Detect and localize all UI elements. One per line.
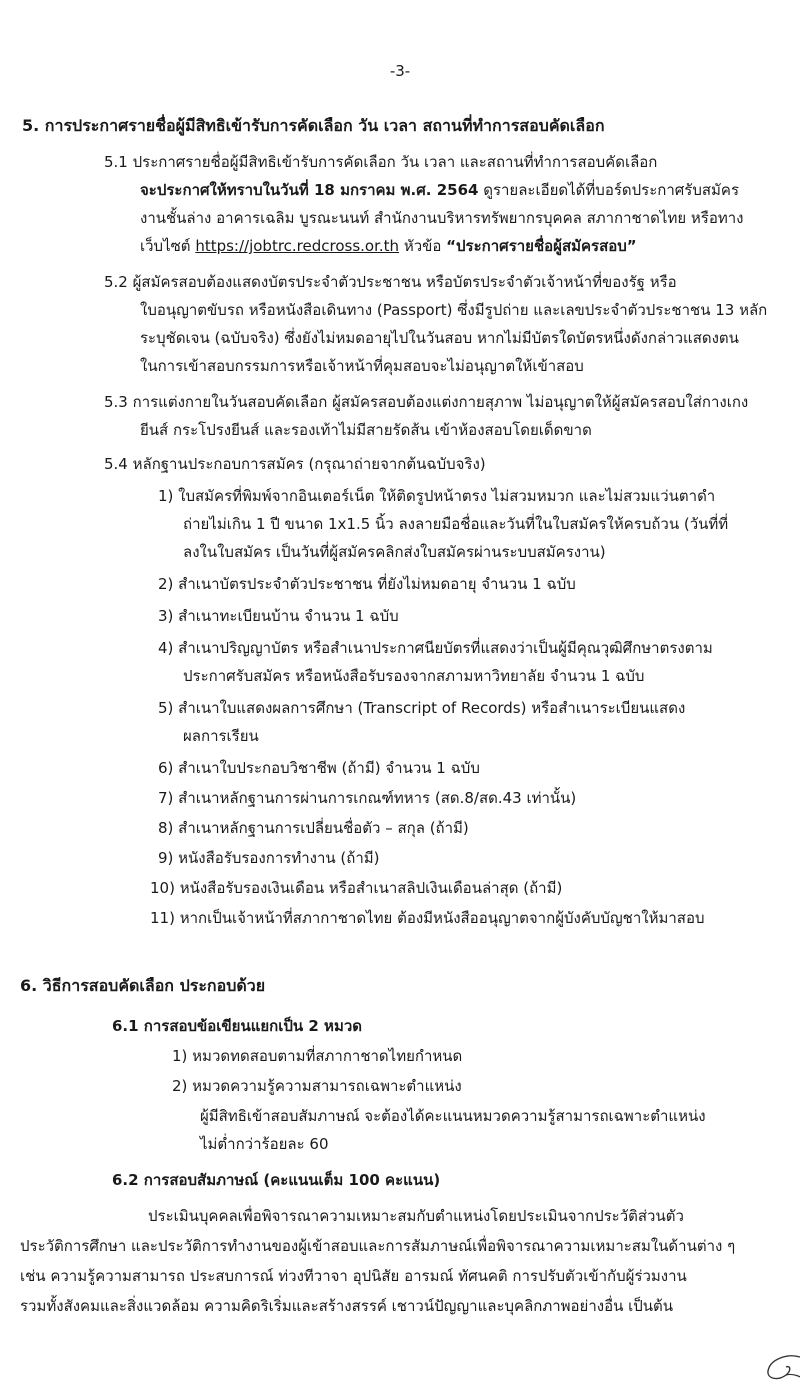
s6-1-heading: 6.1 การสอบข้อเขียนแยกเป็น 2 หมวด	[112, 1017, 362, 1035]
s5-4-item-4-line-1: 4) สำเนาปริญญาบัตร หรือสำเนาประกาศนียบัตรที่แสดงว่าเป็นผู้มีคุณวุฒิศึกษาตรงตาม	[158, 639, 713, 657]
s5-1-line-4-pre: เว็บไซต์	[140, 237, 196, 255]
s5-1-line-4	[140, 236, 637, 256]
page-number: -3-	[389, 62, 411, 80]
s6-2-line-3: เช่น ความรู้ความสามารถ ประสบการณ์ ท่วงทีวาจา อุปนิสัย อารมณ์ ทัศนคติ การปรับตัวเข้ากับผู้ร่วมงาน	[20, 1267, 687, 1285]
s5-4-item-5-line-2: ผลการเรียน	[183, 727, 259, 745]
website-link[interactable]: https://jobtrc.redcross.or.th	[195, 237, 400, 255]
s5-4-item-1-line-1: 1) ใบสมัครที่พิมพ์จากอินเตอร์เน็ต ให้ติดรูปหน้าตรง ไม่สวมหมวก และไม่สวมแว่นตาดำ	[158, 487, 716, 505]
s6-1-note-line-2: ไม่ต่ำกว่าร้อยละ 60	[200, 1135, 329, 1153]
announcement-date: จะประกาศให้ทราบในวันที่ 18 มกราคม พ.ศ. 2564	[140, 181, 479, 199]
s6-2-line-2: ประวัติการศึกษา และประวัติการทำงานของผู้เข้าสอบและการสัมภาษณ์เพื่อพิจารณาความเหมาะสมในด้านต่าง ๆ	[20, 1237, 736, 1255]
s5-4-item-7: 7) สำเนาหลักฐานการผ่านการเกณฑ์ทหาร (สด.8/สด.43 เท่านั้น)	[158, 789, 577, 807]
s5-2-line-2: ใบอนุญาตขับรถ หรือหนังสือเดินทาง (Passport) ซึ่งมีรูปถ่าย และเลขประจำตัวประชาชน 13 หลัก	[140, 301, 768, 319]
s5-1-line-2-rest: ดูรายละเอียดได้ที่บอร์ดประกาศรับสมัคร	[478, 181, 740, 199]
s5-4-item-5-line-1: 5) สำเนาใบแสดงผลการศึกษา (Transcript of Records) หรือสำเนาระเบียนแสดง	[158, 699, 686, 717]
s6-2-heading: 6.2 การสอบสัมภาษณ์ (คะแนนเต็ม 100 คะแนน)	[112, 1171, 441, 1189]
s5-1-line-1: 5.1 ประกาศรายชื่อผู้มีสิทธิเข้ารับการคัดเลือก วัน เวลา และสถานที่ทำการสอบคัดเลือก	[104, 153, 658, 171]
s6-1-item-2: 2) หมวดความรู้ความสามารถเฉพาะตำแหน่ง	[172, 1077, 462, 1095]
s5-3-line-2: ยีนส์ กระโปรงยีนส์ และรองเท้าไม่มีสายรัดส้น เข้าห้องสอบโดยเด็ดขาด	[140, 421, 592, 439]
s5-4-item-1-line-3: ลงในใบสมัคร เป็นวันที่ผู้สมัครคลิกส่งใบสมัครผ่านระบบสมัครงาน)	[183, 543, 606, 561]
s6-1-item-1: 1) หมวดทดสอบตามที่สภากาชาดไทยกำหนด	[172, 1047, 463, 1065]
s5-2-line-1: 5.2 ผู้สมัครสอบต้องแสดงบัตรประจำตัวประชาชน หรือบัตรประจำตัวเจ้าหน้าที่ของรัฐ หรือ	[104, 273, 677, 291]
s5-4-item-8: 8) สำเนาหลักฐานการเปลี่ยนชื่อตัว – สกุล (ถ้ามี)	[158, 819, 469, 837]
s5-1-line-3: งานชั้นล่าง อาคารเฉลิม บูรณะนนท์ สำนักงานบริหารทรัพยากรบุคคล สภากาชาดไทย หรือทาง	[140, 209, 744, 227]
s6-2-line-4: รวมทั้งสังคมและสิ่งแวดล้อม ความคิดริเริ่มและสร้างสรรค์ เชาวน์ปัญญาและบุคลิกภาพอย่างอื่น เป็นต้น	[20, 1297, 674, 1315]
section-5-heading: 5. การประกาศรายชื่อผู้มีสิทธิเข้ารับการคัดเลือก วัน เวลา สถานที่ทำการสอบคัดเลือก	[22, 116, 605, 135]
s5-4-item-2: 2) สำเนาบัตรประจำตัวประชาชน ที่ยังไม่หมดอายุ จำนวน 1 ฉบับ	[158, 575, 576, 593]
s5-4-item-3: 3) สำเนาทะเบียนบ้าน จำนวน 1 ฉบับ	[158, 607, 399, 625]
s6-2-line-1: ประเมินบุคคลเพื่อพิจารณาความเหมาะสมกับตำแหน่งโดยประเมินจากประวัติส่วนตัว	[148, 1207, 684, 1225]
topic-title: “ประกาศรายชื่อผู้สมัครสอบ”	[446, 237, 637, 255]
s5-4-item-10: 10) หนังสือรับรองเงินเดือน หรือสำเนาสลิปเงินเดือนล่าสุด (ถ้ามี)	[150, 879, 563, 897]
s5-4-item-6: 6) สำเนาใบประกอบวิชาชีพ (ถ้ามี) จำนวน 1 ฉบับ	[158, 759, 480, 777]
s5-1-line-4-mid: หัวข้อ	[399, 237, 447, 255]
s6-1-note-line-1: ผู้มีสิทธิเข้าสอบสัมภาษณ์ จะต้องได้คะแนนหมวดความรู้สามารถเฉพาะตำแหน่ง	[200, 1107, 706, 1125]
section-6-heading: 6. วิธีการสอบคัดเลือก ประกอบด้วย	[20, 976, 266, 995]
s5-4-item-4-line-2: ประกาศรับสมัคร หรือหนังสือรับรองจากสภามหาวิทยาลัย จำนวน 1 ฉบับ	[183, 667, 645, 685]
s5-4-item-9: 9) หนังสือรับรองการทำงาน (ถ้ามี)	[158, 849, 380, 867]
s5-2-line-4: ในการเข้าสอบกรรมการหรือเจ้าหน้าที่คุมสอบจะไม่อนุญาตให้เข้าสอบ	[140, 357, 584, 375]
handwritten-initial-mark	[760, 1351, 800, 1385]
s5-3-line-1: 5.3 การแต่งกายในวันสอบคัดเลือก ผู้สมัครสอบต้องแต่งกายสุภาพ ไม่อนุญาตให้ผู้สมัครสอบใส่กางเกง	[104, 393, 749, 411]
s5-4-heading: 5.4 หลักฐานประกอบการสมัคร (กรุณาถ่ายจากต้นฉบับจริง)	[104, 455, 486, 473]
s5-4-item-1-line-2: ถ่ายไม่เกิน 1 ปี ขนาด 1x1.5 นิ้ว ลงลายมือชื่อและวันที่ในใบสมัครให้ครบถ้วน (วันที่ที่	[183, 515, 729, 533]
s5-1-line-2	[140, 180, 739, 200]
s5-4-item-11: 11) หากเป็นเจ้าหน้าที่สภากาชาดไทย ต้องมีหนังสืออนุญาตจากผู้บังคับบัญชาให้มาสอบ	[150, 909, 705, 927]
s5-2-line-3: ระบุชัดเจน (ฉบับจริง) ซึ่งยังไม่หมดอายุไปในวันสอบ หากไม่มีบัตรใดบัตรหนึ่งดังกล่าวแสดงตน	[140, 329, 739, 347]
